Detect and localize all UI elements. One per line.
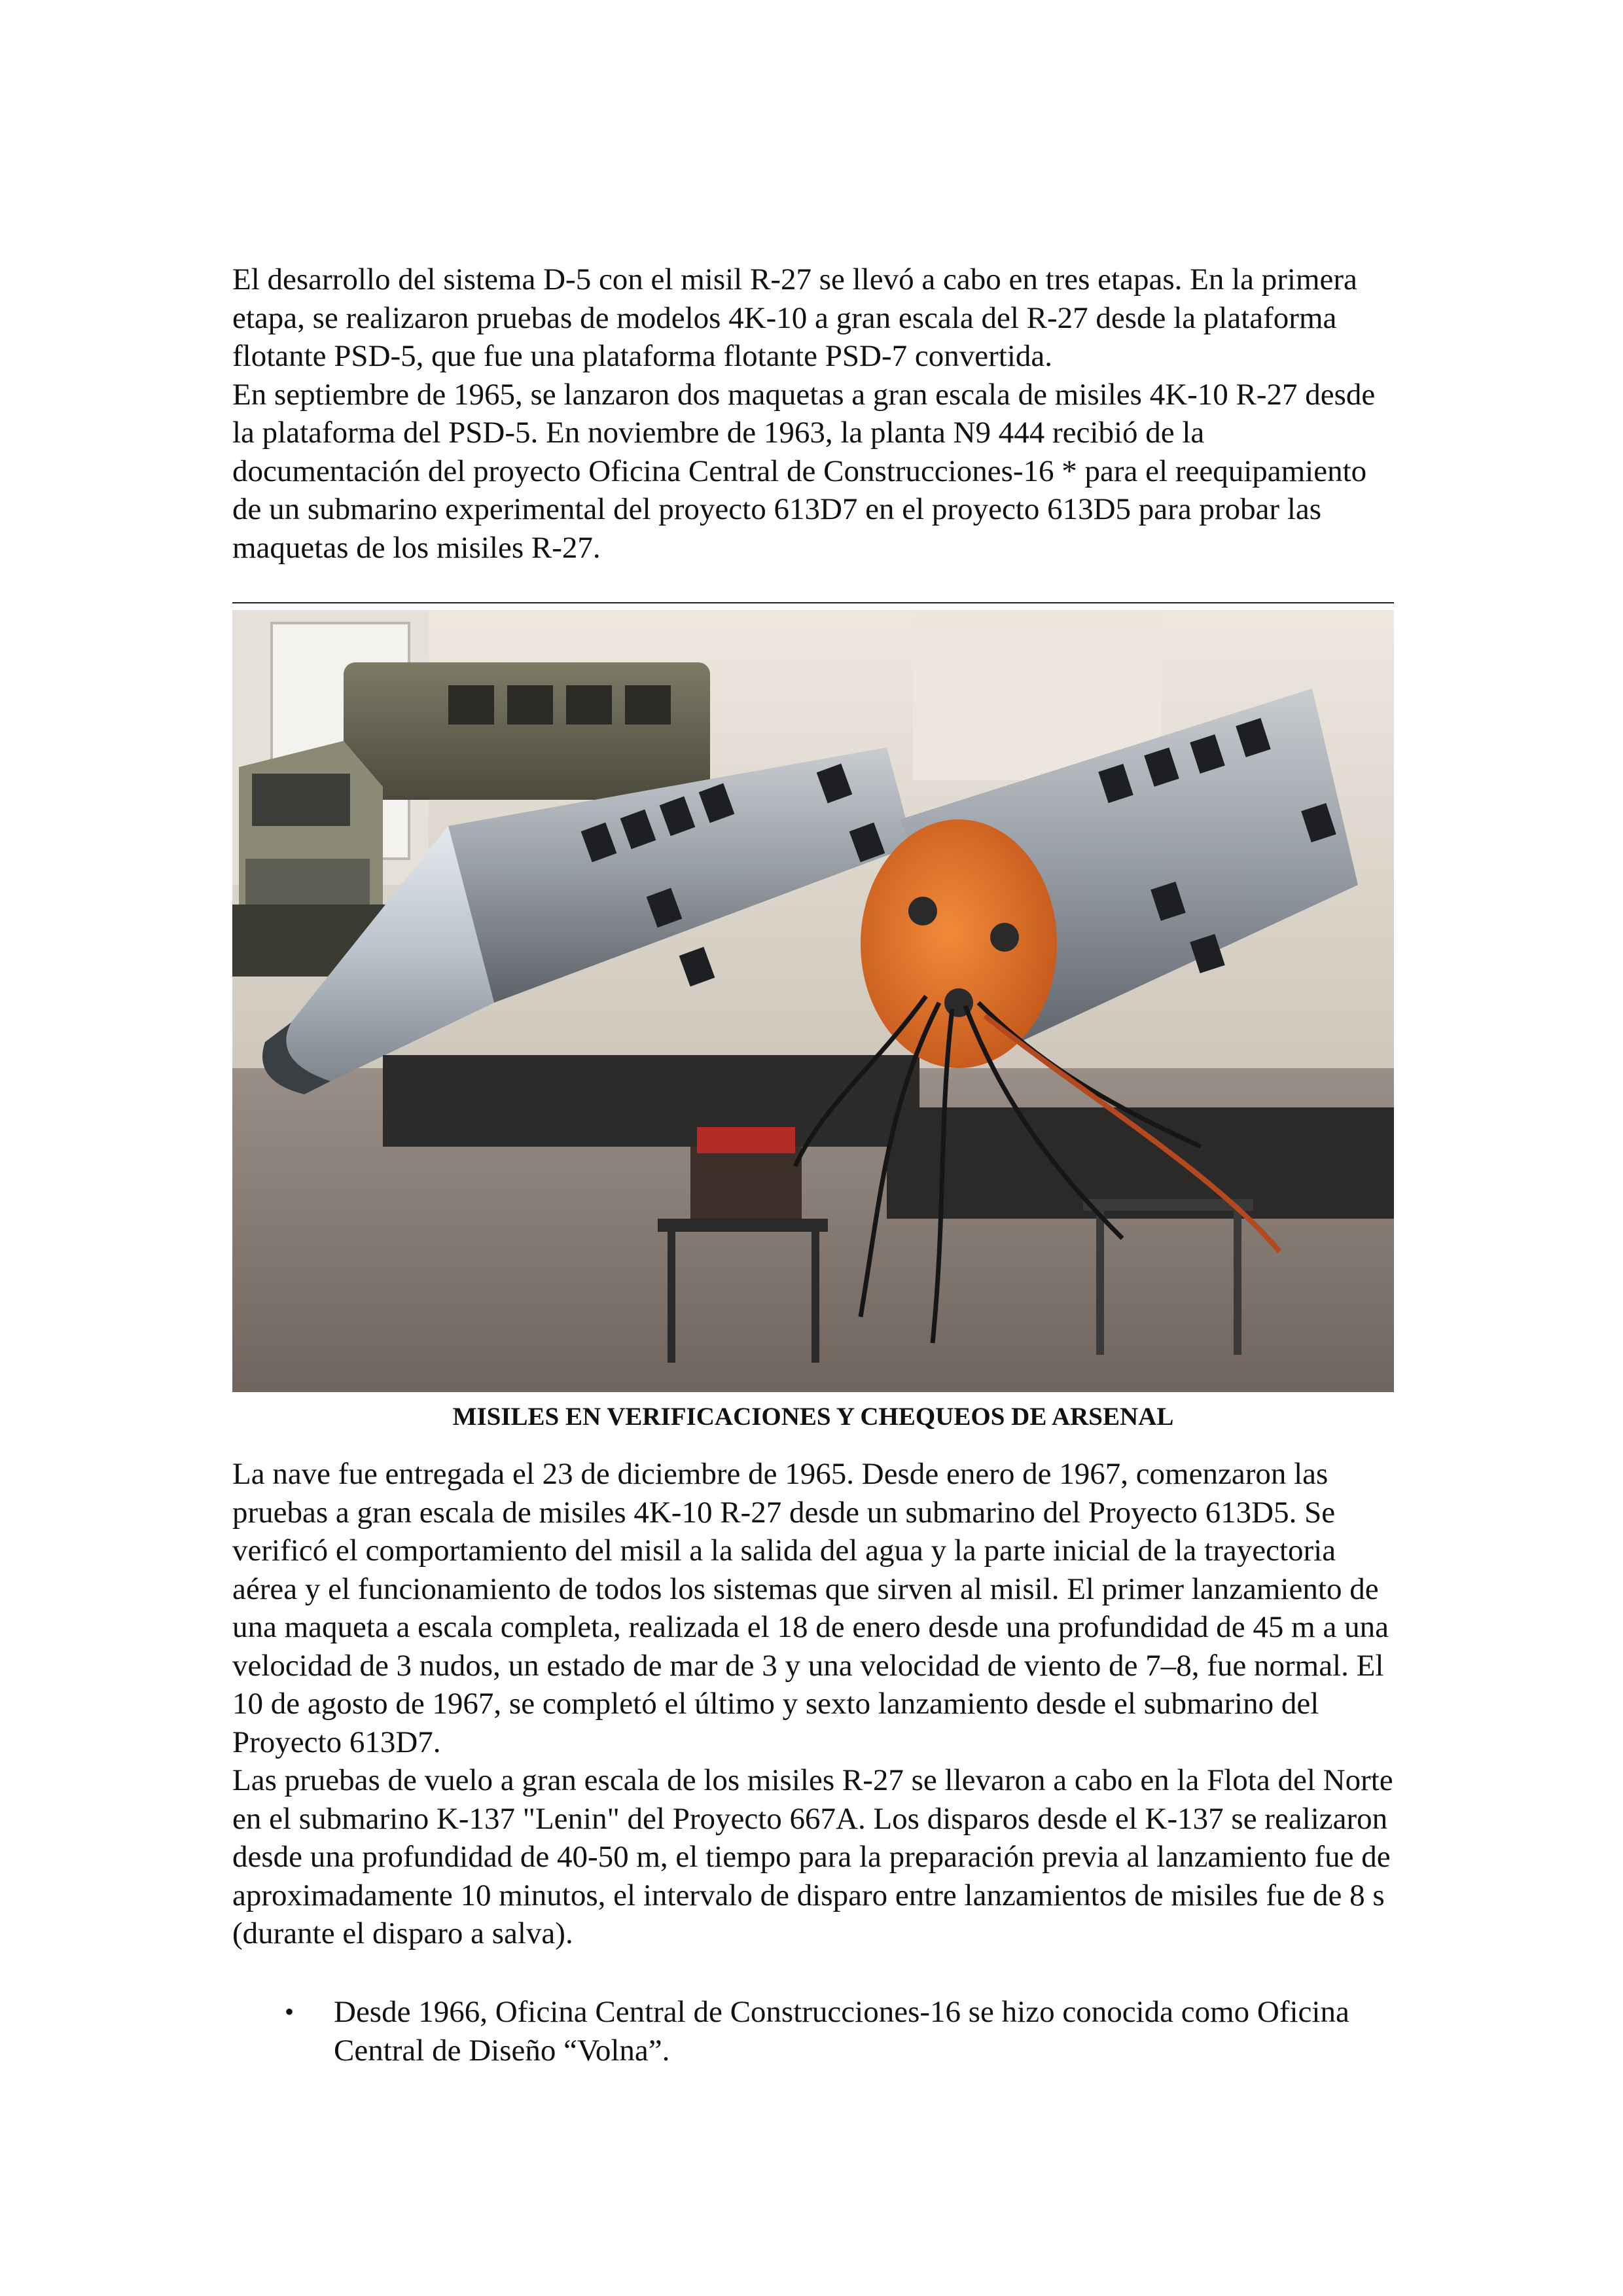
bullet-text: Desde 1966, Oficina Central de Construcciones-16 se hizo conocida como Oficina Central de Diseño “Volna”. [334, 1995, 1349, 2068]
bottom-text-block [232, 1455, 1397, 1953]
figure-caption: MISILES EN VERIFICACIONES Y CHEQUEOS DE ARSENAL [452, 1403, 1174, 1431]
paragraph-stages: El desarrollo del sistema D-5 con el misil R-27 se llevó a cabo en tres etapas. En la primera etapa, se realizaron pruebas de modelos 4K-10 a gran escala del R-27 desde la plataforma flotante PSD-5, que fue una plataforma flotante PSD-7 convertida. [232, 262, 1357, 373]
bullet-marker: • [285, 1997, 294, 2026]
top-text-block [232, 260, 1397, 567]
bullet-list [232, 1993, 1397, 2070]
paragraph-delivery-1965: La nave fue entregada el 23 de diciembre de 1965. Desde enero de 1967, comenzaron las pruebas a gran escala de misiles 4K-10 R-27 desde un submarino del Proyecto 613D5. Se verificó el comportamiento del misil a la salida del agua y la parte inicial de la trayectoria aérea y el funcionamiento de todos los sistemas que sirven al misil. El primer lanzamiento de una maqueta a escala completa, realizada el 18 de enero desde una profundidad de 45 m a una velocidad de 3 nudos, un estado de mar de 3 y una velocidad de viento de 7–8, fue normal. El 10 de agosto de 1967, se completó el último y sexto lanzamiento desde el submarino del Proyecto 613D7. [232, 1457, 1389, 1759]
list-item [232, 1993, 1397, 2070]
horizontal-rule [232, 602, 1394, 603]
missile-photo [232, 610, 1394, 1392]
paragraph-september-1965: En septiembre de 1965, se lanzaron dos maquetas a gran escala de misiles 4K-10 R-27 desde la plataforma del PSD-5. En noviembre de 1963, la planta N9 444 recibió de la documentación del proyecto Oficina Central de Construcciones-16 * para el reequipamiento de un submarino experimental del proyecto 613D7 en el proyecto 613D5 para probar las maquetas de los misiles R-27. [232, 377, 1376, 565]
paragraph-flight-tests: Las pruebas de vuelo a gran escala de los misiles R-27 se llevaron a cabo en la Flota del Norte en el submarino K-137 "Lenin" del Proyecto 667A. Los disparos desde el K-137 se realizaron desde una profundidad de 40-50 m, el tiempo para la preparación previa al lanzamiento fue de aproximadamente 10 minutos, el intervalo de disparo entre lanzamientos de misiles fue de 8 s (durante el disparo a salva). [232, 1763, 1393, 1950]
